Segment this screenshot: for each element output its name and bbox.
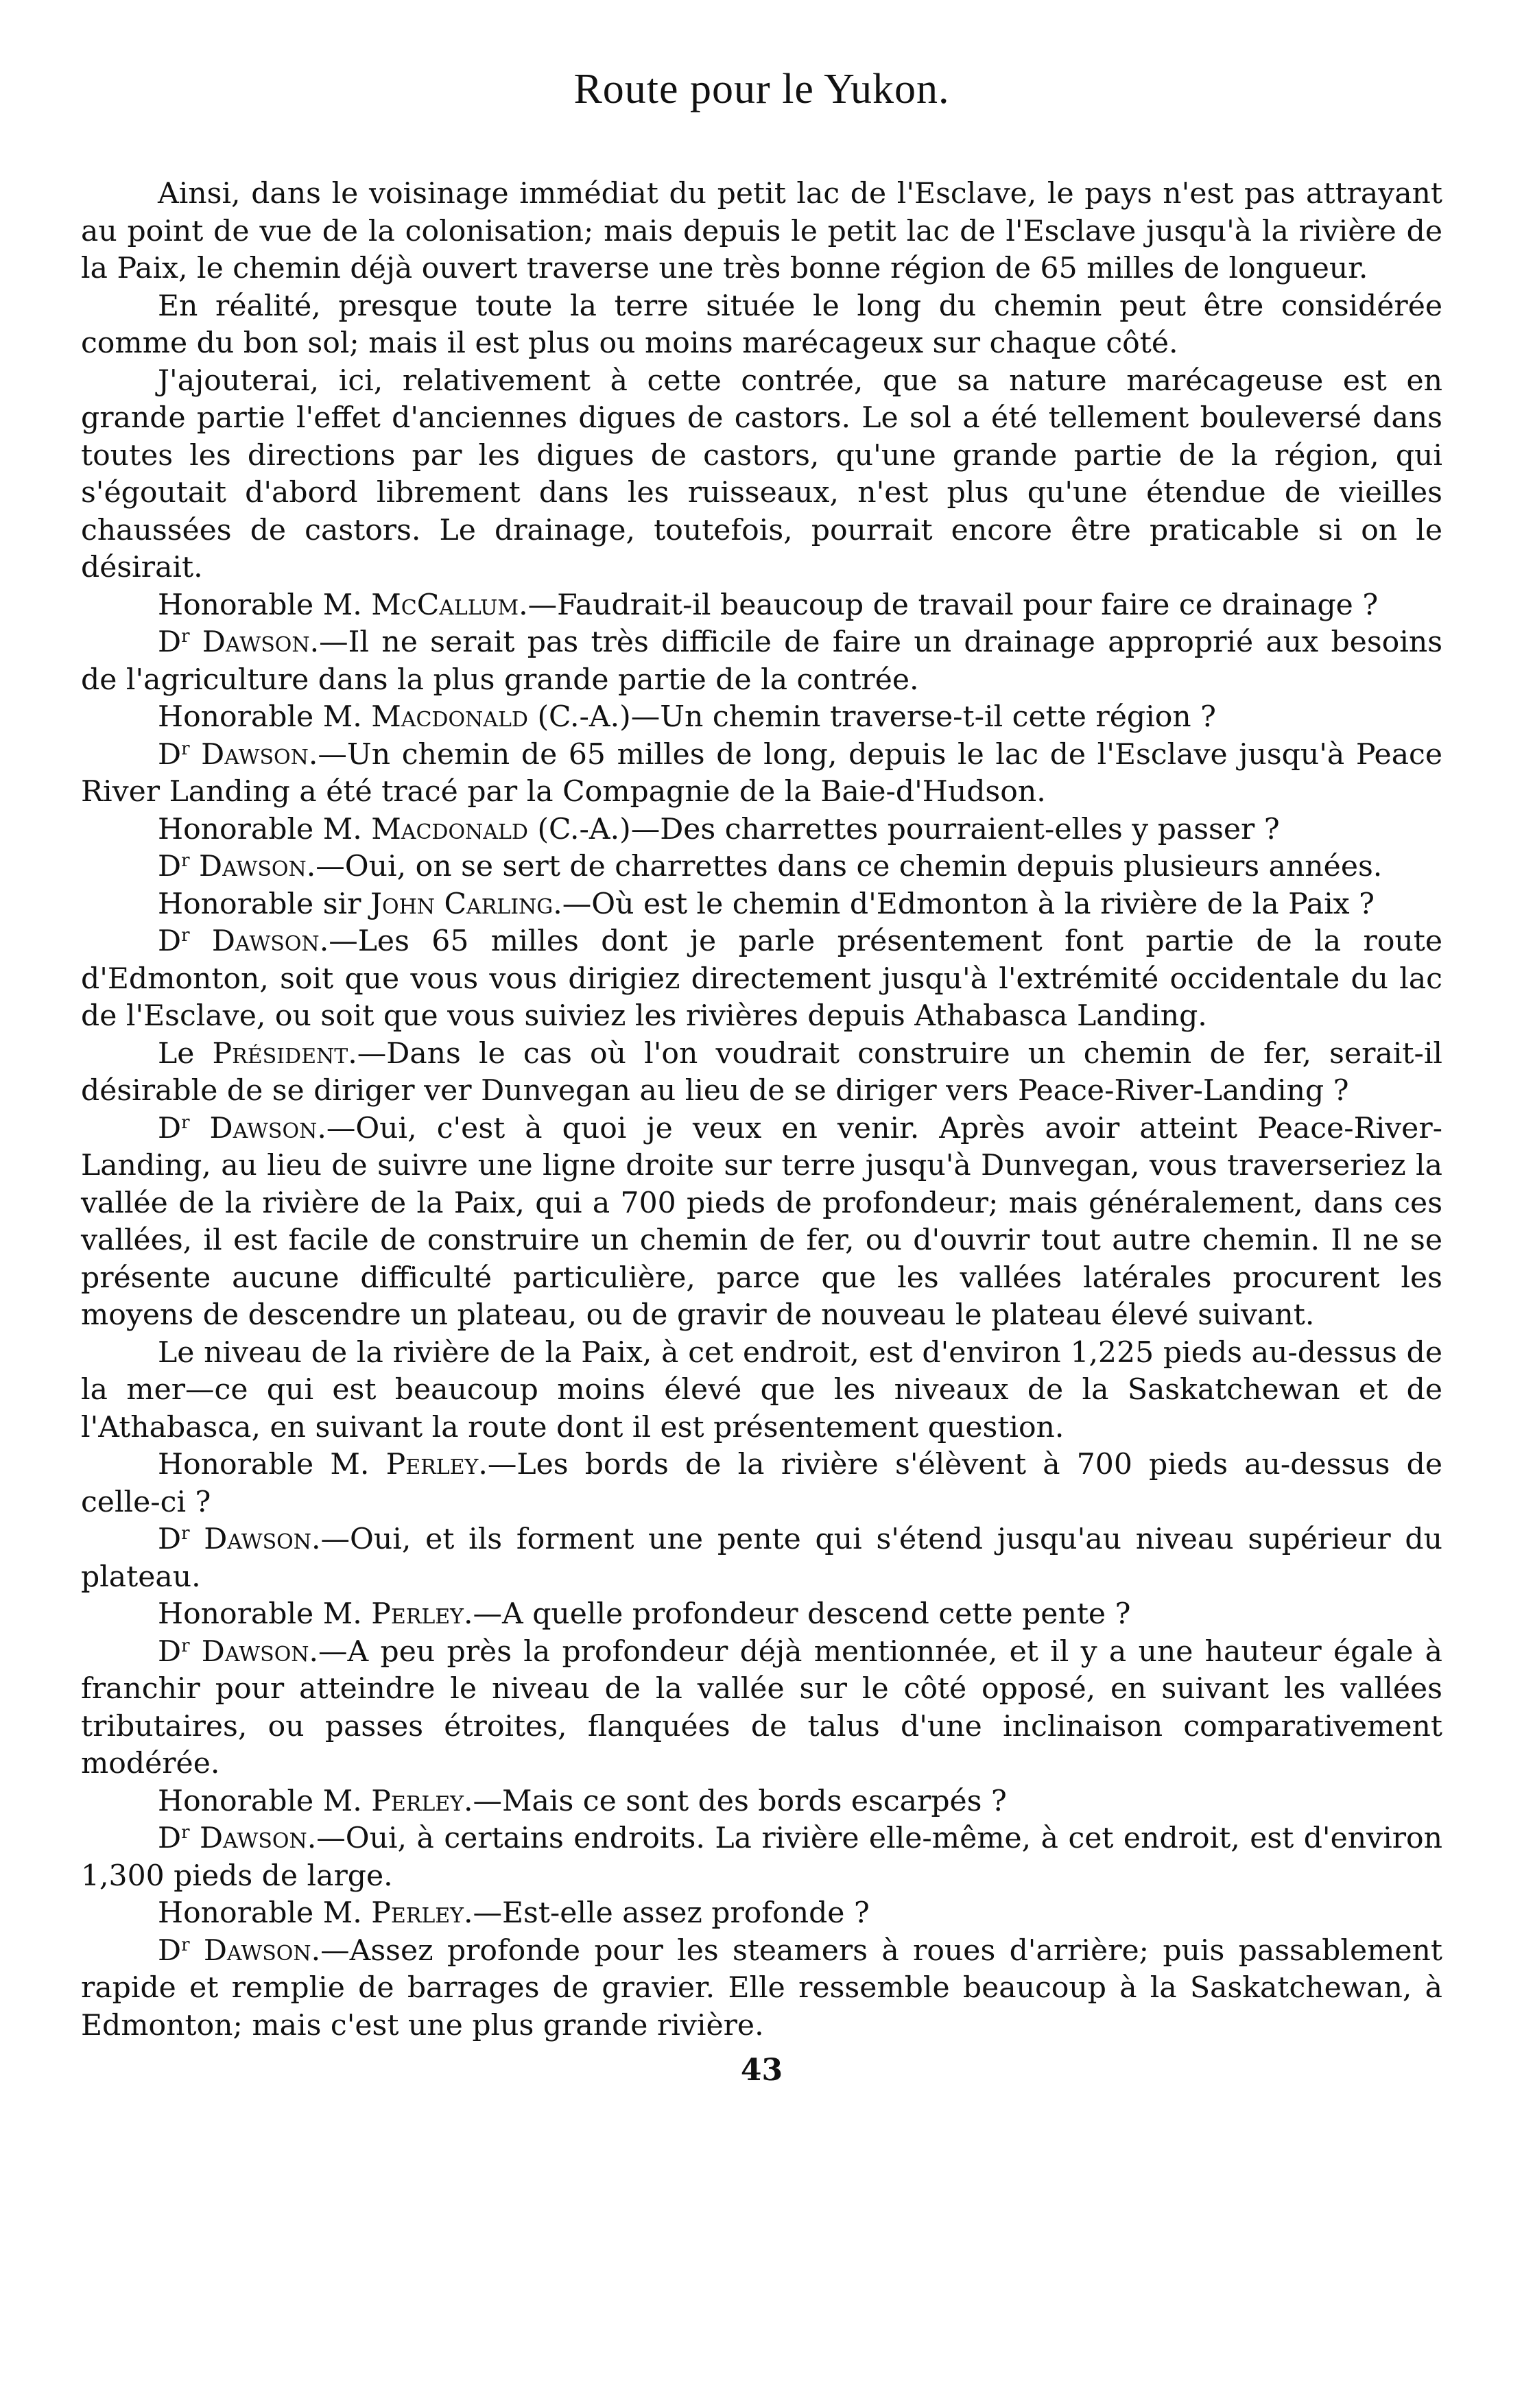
- speaker-prefix: Honorable M.: [158, 588, 372, 622]
- paragraph: J'ajouterai, ici, relativement à cette contrée, que sa nature marécageuse est en grande partie l'effet d'anciennes digues de castors. Le sol a été tellement bouleversé dans toutes les directions par les digues de castors, qu'une grande partie de la région, qui s'égoutait d'abord librement dans les ruisseaux, n'est plus qu'une étendue de vieilles chaussées de castors. Le drainage, toutefois, pourrait encore être praticable si on le désirait.: [81, 363, 1442, 584]
- page-number: 43: [740, 2053, 783, 2088]
- speaker-prefix: D: [158, 1822, 182, 1855]
- dialogue-turn: [81, 811, 1442, 849]
- dialogue-turn: [81, 1335, 1442, 1447]
- speaker-prefix: Honorable M.: [158, 812, 372, 846]
- speaker-prefix: D: [158, 1933, 182, 1968]
- dialogue-turn: [81, 1820, 1442, 1895]
- speaker-name: McCallum: [371, 588, 519, 622]
- document-page: [81, 65, 1442, 2088]
- speech-text: .—Un chemin de 65 milles de long, depuis le lac de l'Esclave jusqu'à Peace River Landing a été tracé par la Compagnie de la Baie-d'Hudson.: [81, 737, 1443, 809]
- speech-text: .—Oui, c'est à quoi je veux en venir. Après avoir atteint Peace-River-Landing, au lieu de suivre une ligne droite sur terre jusqu'à Dunvegan, vous traverseriez la vallée de la rivière de la Paix, qui a 700 pieds de profondeur; mais généralement, dans ces vallées, il est facile de construire un chemin de fer, ou d'ouvrir tout autre chemin. Il ne se présente aucune difficulté particulière, parce que les vallées latérales procurent les moyens de descendre un plateau, ou de gravir de nouveau le plateau élevé suivant.: [81, 1111, 1443, 1332]
- speaker-prefix: Honorable M.: [158, 700, 372, 734]
- dialogue-turn: [81, 1895, 1442, 1933]
- speaker-prefix: D: [158, 925, 182, 958]
- speech-text: .—Oui, et ils forment une pente qui s'étend jusqu'au niveau supérieur du plateau.: [81, 1523, 1443, 1594]
- dialogue-turn: [81, 1634, 1442, 1783]
- speaker-name: John Carling: [370, 887, 554, 921]
- speaker-prefix: D: [158, 625, 182, 659]
- speaker-name: Perley: [385, 1448, 479, 1481]
- speaker-prefix: Honorable M.: [158, 1896, 372, 1930]
- speech-text: .—Mais ce sont des bords escarpés ?: [463, 1784, 1007, 1818]
- speaker-prefix: Honorable M.: [158, 1448, 386, 1481]
- dialogue-turn: [81, 1110, 1442, 1335]
- dialogue-turn: [81, 624, 1442, 699]
- speech-text: (C.-A.)—Un chemin traverse-t-il cette région ?: [527, 700, 1216, 734]
- dialogue-turn: [81, 1933, 1442, 2045]
- title-superscript: r: [181, 1934, 190, 1955]
- speech-text: .—Assez profonde pour les steamers à roues d'arrière; puis passablement rapide et remplie de barrages de gravier. Elle ressemble beaucoup à la Saskatchewan, à Edmonton; mais c'est une plus grande rivière.: [81, 1933, 1443, 2042]
- dialogue-turn: [81, 1783, 1442, 1821]
- speech-text: .—Dans le cas où l'on voudrait construire un chemin de fer, serait-il désirable de se diriger ver Dunvegan au lieu de se diriger vers Peace-River-Landing ?: [81, 1036, 1442, 1108]
- speaker-name: Président: [212, 1036, 348, 1071]
- speaker-name: Dawson: [189, 850, 307, 883]
- speaker-prefix: D: [158, 1111, 182, 1145]
- speaker-prefix: D: [158, 1523, 182, 1556]
- speaker-name: Dawson: [189, 737, 309, 772]
- page-title: Route pour le Yukon.: [573, 66, 950, 112]
- speech-text: .—Oui, on se sert de charrettes dans ce chemin depuis plusieurs années.: [306, 850, 1383, 883]
- speaker-name: Dawson: [189, 925, 320, 958]
- speech-text: .—Les 65 milles dont je parle présentement font partie de la route d'Edmonton, soit que vous vous dirigiez directement jusqu'à l'extrémité occidentale du lac de l'Esclave, ou soit que vous suiviez les rivières depuis Athabasca Landing.: [81, 925, 1443, 1033]
- dialogue-turn: [81, 1521, 1442, 1596]
- dialogue-turn: [81, 737, 1442, 811]
- title-superscript: r: [181, 626, 190, 647]
- dialogue-turn: [81, 587, 1442, 625]
- speaker-name: Perley: [371, 1597, 464, 1631]
- speaker-prefix: D: [158, 737, 182, 772]
- speaker-name: Macdonald: [371, 812, 528, 846]
- paragraph: En réalité, presque toute la terre située le long du chemin peut être considérée comme du bon sol; mais il est plus ou moins marécageux sur chaque côté.: [81, 289, 1442, 360]
- speech-text: .—A peu près la profondeur déjà mentionnée, et il y a une hauteur égale à franchir pour atteindre le niveau de la vallée sur le côté opposé, en suivant les vallées tributaires, ou passes étroites, flanquées de talus d'une inclinaison comparativement modérée.: [81, 1634, 1442, 1780]
- dialogue-turn: [81, 1036, 1442, 1110]
- speech-text: .—Oui, à certains endroits. La rivière elle-même, à cet endroit, est d'environ 1,300 pieds de large.: [81, 1822, 1442, 1893]
- title-superscript: r: [181, 925, 190, 946]
- speech-text: .—Il ne serait pas très difficile de faire un drainage approprié aux besoins de l'agriculture dans la plus grande partie de la contrée.: [81, 625, 1442, 697]
- speaker-prefix: Honorable M.: [158, 1784, 372, 1818]
- speaker-name: Dawson: [189, 1933, 311, 1968]
- speech-text: .—Faudrait-il beaucoup de travail pour faire ce drainage ?: [519, 588, 1379, 622]
- speech-text: (C.-A.)—Des charrettes pourraient-elles y passer ?: [527, 812, 1280, 846]
- speaker-prefix: Le: [158, 1036, 213, 1071]
- speaker-name: Perley: [371, 1784, 464, 1818]
- speaker-prefix: D: [158, 1634, 182, 1669]
- paragraph: Ainsi, dans le voisinage immédiat du petit lac de l'Esclave, le pays n'est pas attrayant au point de vue de la colonisation; mais depuis le petit lac de l'Esclave jusqu'à la rivière de la Paix, le chemin déjà ouvert traverse une très bonne région de 65 milles de longueur.: [81, 177, 1442, 285]
- title-superscript: r: [181, 1112, 190, 1133]
- speaker-prefix: Honorable M.: [158, 1597, 372, 1631]
- speaker-name: Dawson: [189, 1523, 312, 1556]
- speech-text: .—Est-elle assez profonde ?: [463, 1896, 870, 1930]
- title-superscript: r: [181, 738, 190, 759]
- dialogue-turn: [81, 699, 1442, 737]
- speech-text: .—Où est le chemin d'Edmonton à la rivière de la Paix ?: [553, 887, 1375, 921]
- dialogue-turn: [81, 1446, 1442, 1521]
- title-superscript: r: [181, 1822, 190, 1843]
- speaker-name: Macdonald: [371, 700, 528, 734]
- speaker-name: Dawson: [189, 1111, 318, 1145]
- speaker-name: Perley: [371, 1896, 464, 1930]
- dialogue-turn: [81, 923, 1442, 1036]
- dialogue-turn: [81, 886, 1442, 924]
- title-superscript: r: [181, 850, 190, 871]
- speaker-prefix: Honorable sir: [158, 887, 370, 921]
- speaker-name: Dawson: [189, 625, 310, 659]
- body-text: [81, 176, 1442, 2045]
- dialogue-turn: [81, 1596, 1442, 1634]
- title-superscript: r: [181, 1635, 190, 1656]
- speaker-prefix: Le niveau de la rivière de la Paix, à cet endroit, est d'environ 1,225 pieds au-dessus de la mer—ce qui est beaucoup moins élevé que les niveaux de la Saskatchewan et de l'Athabasca, en suivant la route dont il est présentement question.: [81, 1335, 1442, 1444]
- speaker-name: Dawson: [189, 1822, 307, 1855]
- speaker-name: Dawson: [189, 1634, 309, 1669]
- title-superscript: r: [181, 1523, 190, 1544]
- speech-text: .—A quelle profondeur descend cette pente ?: [463, 1597, 1131, 1631]
- dialogue-turn: [81, 848, 1442, 886]
- speech-text: .—Les bords de la rivière s'élèvent à 700 pieds au-dessus de celle-ci ?: [81, 1448, 1442, 1519]
- speaker-prefix: D: [158, 850, 182, 883]
